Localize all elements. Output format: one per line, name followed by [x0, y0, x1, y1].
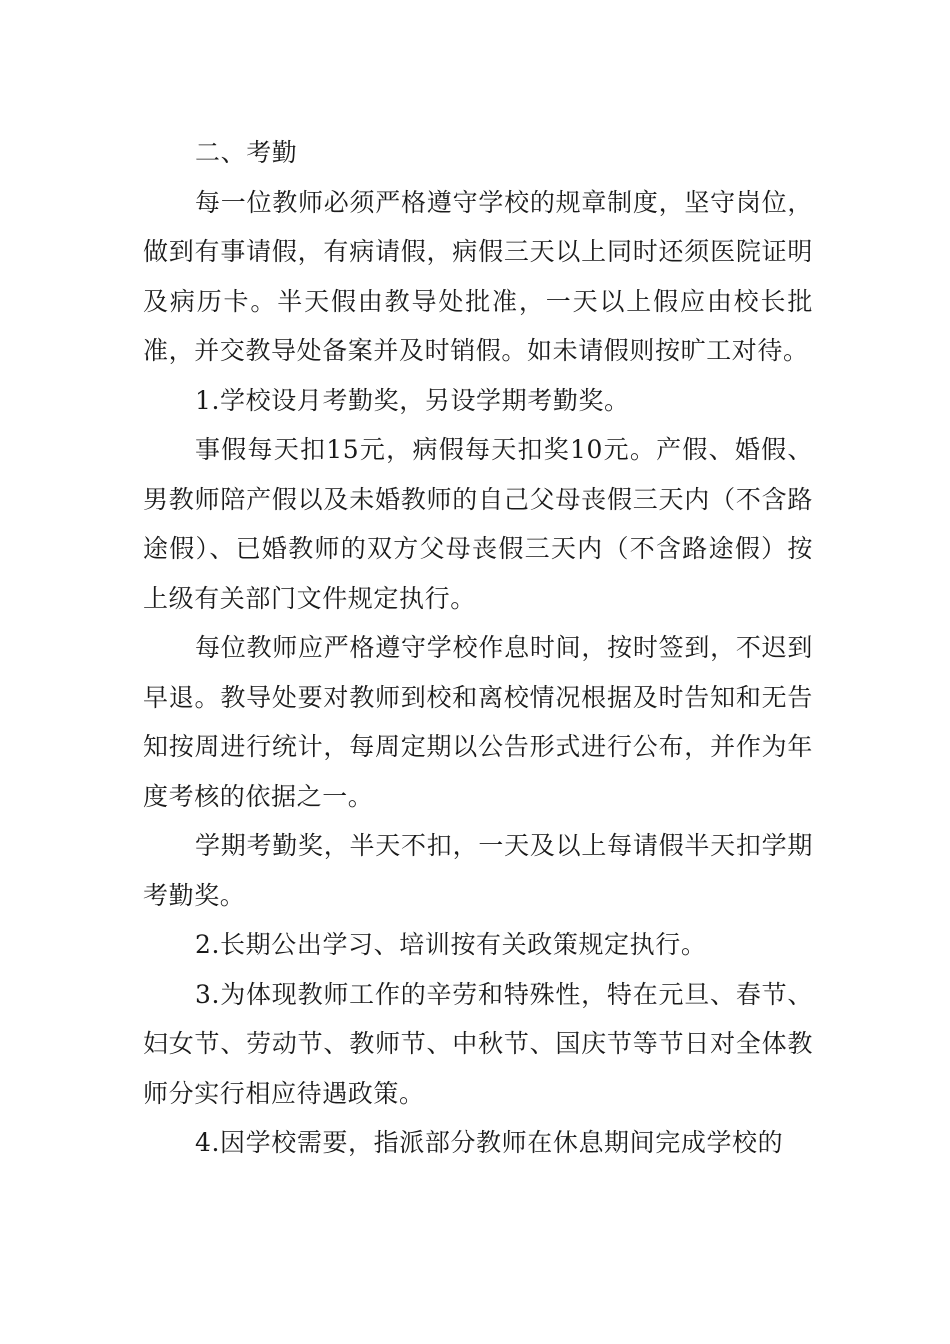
- paragraph-item-4: 4.因学校需要，指派部分教师在休息期间完成学校的: [195, 1128, 784, 1157]
- paragraph-item-3: 3.为体现教师工作的辛劳和特殊性，特在元旦、春节、妇女节、劳动节、教师节、中秋节、国庆节等节日对全体教师分实行相应待遇政策。: [143, 979, 813, 1108]
- paragraph-item-1: 1.学校设月考勤奖，另设学期考勤奖。: [195, 385, 630, 415]
- paragraph-schedule-rules: 每位教师应严格遵守学校作息时间，按时签到，不迟到早退。教导处要对教师到校和离校情况根据及时告知和无告知按周进行统计，每周定期以公告形式进行公布，并作为年度考核的依据之一。: [143, 633, 813, 811]
- paragraph-attendance-rules: 每一位教师必须严格遵守学校的规章制度，坚守岗位，做到有事请假，有病请假，病假三天以上同时还须医院证明及病历卡。半天假由教导处批准，一天以上假应由校长批准，并交教导处备案并及时销假。如未请假则按旷工对待。: [143, 187, 813, 365]
- section-heading: 二、考勤: [195, 138, 298, 167]
- document-body: [143, 128, 813, 1168]
- paragraph-semester-award: 学期考勤奖，半天不扣，一天及以上每请假半天扣学期考勤奖。: [143, 831, 813, 910]
- paragraph-leave-deductions: 事假每天扣15元，病假每天扣奖10元。产假、婚假、男教师陪产假以及未婚教师的自己父母丧假三天内（不含路途假）、已婚教师的双方父母丧假三天内（不含路途假）按上级有关部门文件规定执行。: [143, 435, 813, 613]
- paragraph-item-2: 2.长期公出学习、培训按有关政策规定执行。: [195, 930, 707, 959]
